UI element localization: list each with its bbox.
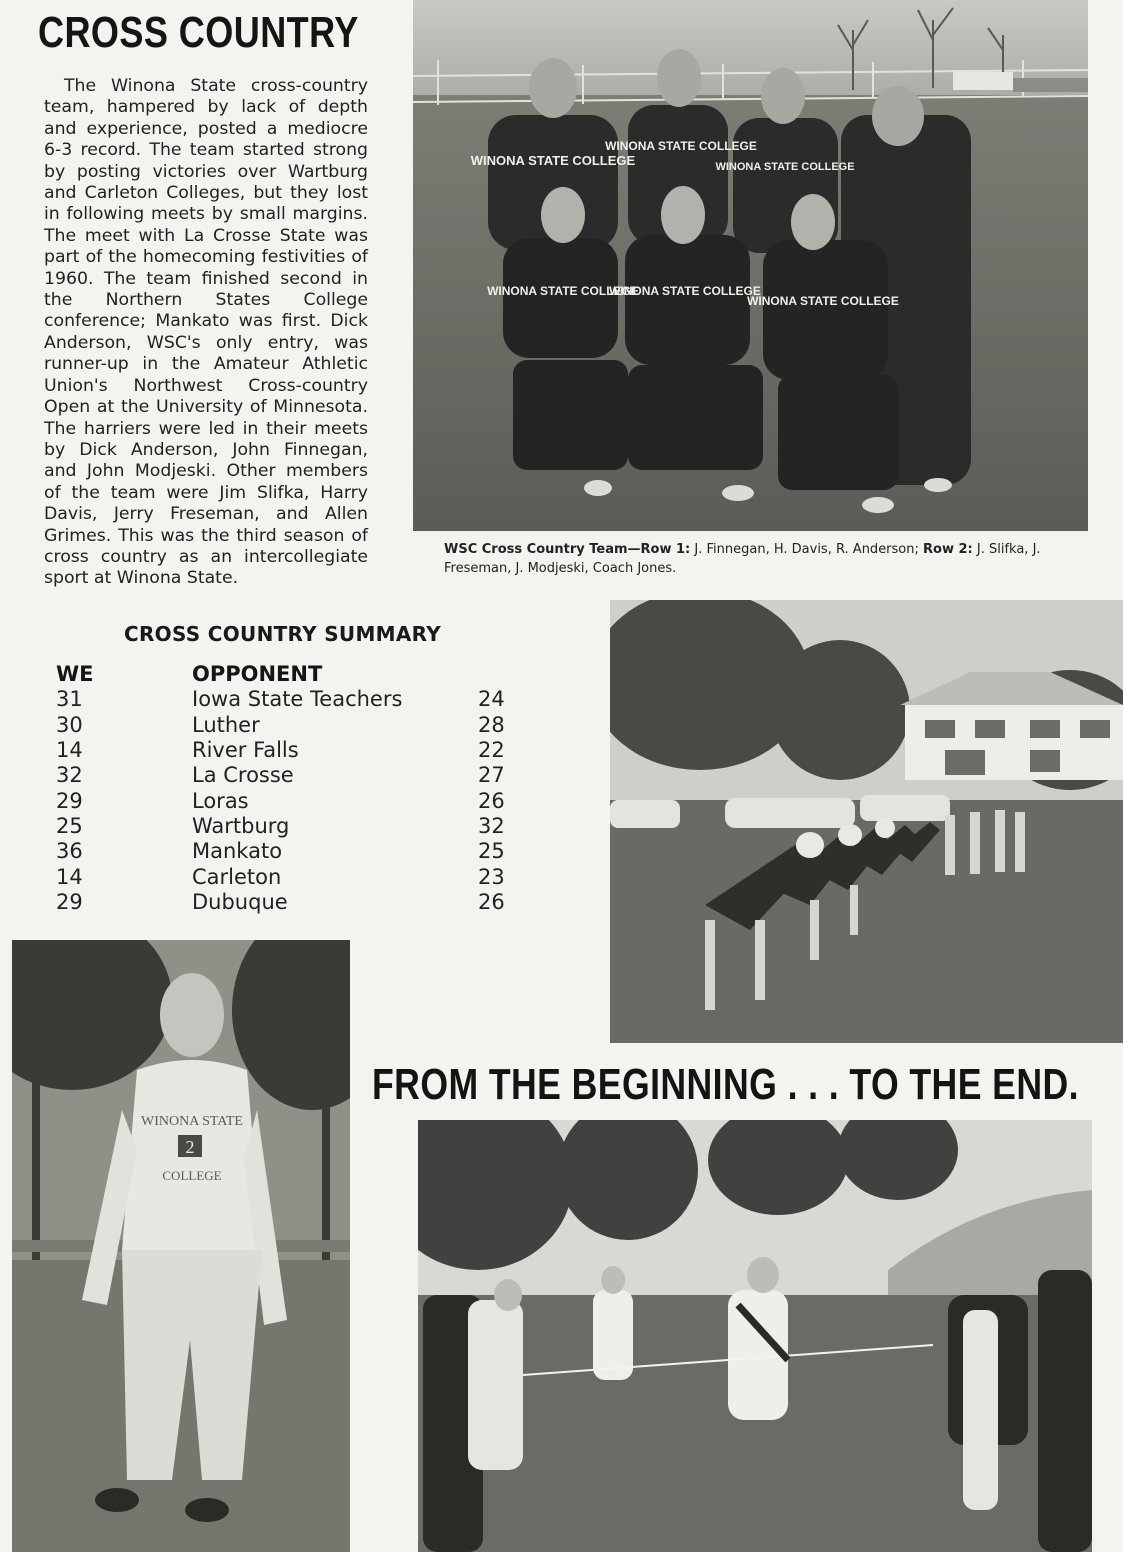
we-score: 36 (56, 839, 83, 864)
we-score: 14 (56, 738, 83, 763)
we-score: 29 (56, 889, 83, 914)
opponent-name: Dubuque (192, 889, 288, 914)
opponent-score: 23 (478, 864, 505, 889)
summary-row (56, 890, 526, 915)
sweater-lettering: WINONA STATE COLLEGE (487, 284, 639, 298)
column-header-opponent: OPPONENT (192, 662, 323, 687)
summary-table (56, 662, 526, 915)
we-score: 31 (56, 687, 83, 712)
summary-row (56, 713, 526, 738)
runner-portrait-photo (12, 940, 350, 1552)
opponent-name: Luther (192, 712, 260, 737)
opponent-score: 28 (478, 712, 505, 737)
summary-row (56, 788, 526, 813)
sweater-lettering: WINONA STATE COLLEGE (715, 161, 855, 173)
opponent-score: 22 (478, 738, 505, 763)
starting-line-photo (610, 600, 1123, 1043)
sweater-lettering: WINONA STATE COLLEGE (609, 284, 761, 298)
summary-row (56, 839, 526, 864)
finish-line-photo (418, 1120, 1092, 1552)
opponent-name: Loras (192, 788, 249, 813)
opponent-name: Carleton (192, 864, 282, 889)
opponent-score: 26 (478, 788, 505, 813)
we-score: 30 (56, 712, 83, 737)
summary-header-row (56, 662, 526, 687)
we-score: 14 (56, 864, 83, 889)
opponent-name: River Falls (192, 738, 299, 763)
headline: FROM THE BEGINNING . . . TO THE END. (372, 1060, 1079, 1109)
sweatshirt-number: 2 (185, 1137, 195, 1157)
summary-row (56, 814, 526, 839)
caption-row1: J. Finnegan, H. Davis, R. Anderson; (690, 542, 924, 557)
we-score: 29 (56, 788, 83, 813)
team-photo-caption (444, 540, 1054, 578)
caption-row2: J. Slifka, J. Freseman, J. Modjeski, Coach Jones. (444, 542, 1041, 576)
sweatshirt-lettering-bottom: COLLEGE (162, 1168, 222, 1183)
summary-heading: CROSS COUNTRY SUMMARY (124, 622, 442, 646)
summary-row (56, 687, 526, 712)
caption-row2-label: Row 2: (923, 542, 973, 557)
opponent-name: Iowa State Teachers (192, 687, 403, 712)
opponent-name: Mankato (192, 839, 283, 864)
caption-lead: WSC Cross Country Team—Row 1: (444, 542, 691, 557)
summary-row (56, 763, 526, 788)
opponent-score: 24 (478, 687, 505, 712)
sweater-lettering: WINONA STATE COLLEGE (470, 153, 636, 168)
opponent-name: Wartburg (192, 813, 290, 838)
we-score: 25 (56, 813, 83, 838)
summary-body (56, 687, 526, 915)
we-score: 32 (56, 763, 83, 788)
opponent-score: 26 (478, 889, 505, 914)
summary-row (56, 864, 526, 889)
sweater-lettering: WINONA STATE COLLEGE (605, 139, 757, 153)
sweatshirt-lettering-top: WINONA STATE (141, 1114, 243, 1129)
opponent-score: 32 (478, 813, 505, 838)
body-paragraph: The Winona State cross-country team, hampered by lack of depth and experience, posted a mediocre 6-3 record. The team started strong by posting victories over Wartburg and Carleton Colleges, but they lost in following meets by small margins. The meet with La Crosse State was part of the homecoming festivities of 1960. The team finished second in the Northern States College conference; Mankato was first. Dick Anderson, WSC's only entry, was runner-up in the Amateur Athletic Union's Northwest Cross-country Open at the University of Minnesota. The harriers were led in their meets by Dick Anderson, John Finnegan, and John Modjeski. Other members of the team were Jim Slifka, Harry Davis, Jerry Freseman, and Allen Grimes. This was the third season of cross country as an intercollegiate sport at Winona State. (44, 76, 368, 589)
opponent-name: La Crosse (192, 763, 294, 788)
summary-row (56, 738, 526, 763)
column-header-we: WE (56, 662, 94, 687)
sweater-lettering: WINONA STATE COLLEGE (747, 294, 899, 308)
opponent-score: 27 (478, 763, 505, 788)
team-photo (413, 0, 1088, 531)
column-header-they (478, 662, 526, 687)
page-title: CROSS COUNTRY (38, 8, 359, 57)
opponent-score: 25 (478, 839, 505, 864)
